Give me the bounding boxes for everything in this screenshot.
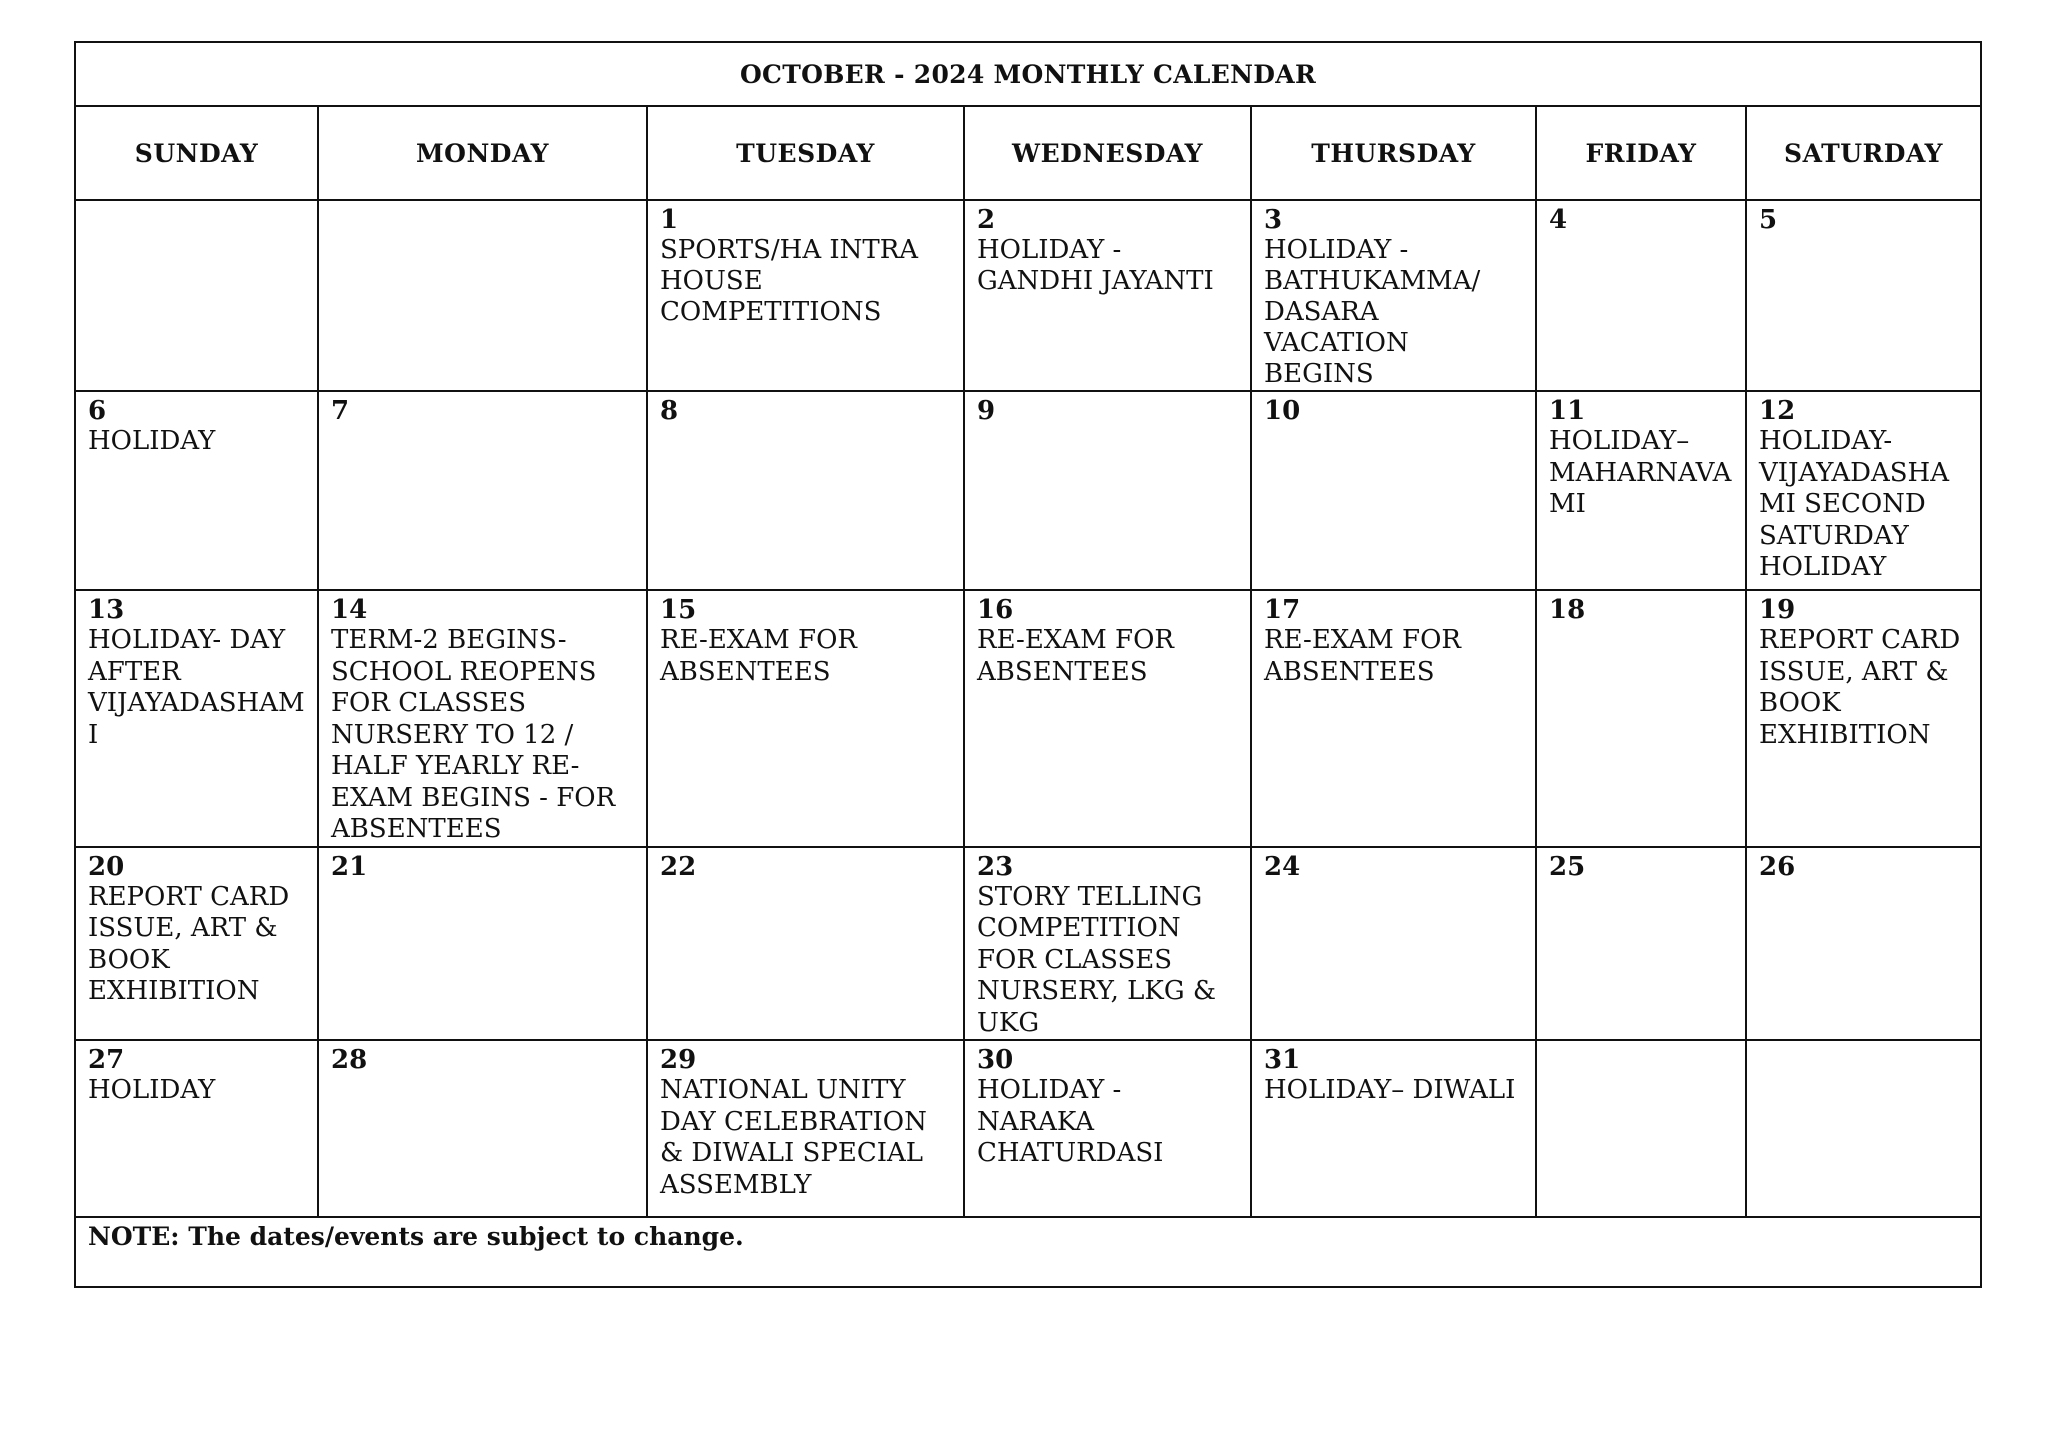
day-cell (75, 391, 318, 590)
day-cell (647, 391, 964, 590)
day-cell (1251, 1040, 1536, 1217)
day-number: 31 (1264, 1045, 1301, 1075)
weekday-header: THURSDAY (1251, 106, 1536, 200)
calendar-title: OCTOBER - 2024 MONTHLY CALENDAR (75, 42, 1981, 106)
day-cell (1536, 200, 1746, 391)
day-number: 9 (977, 396, 996, 426)
day-cell (964, 200, 1251, 391)
day-number: 13 (88, 595, 125, 625)
day-cell (75, 1040, 318, 1217)
day-cell (1251, 200, 1536, 391)
day-cell (1746, 847, 1981, 1041)
note-row (75, 1217, 1981, 1287)
weekday-header: SATURDAY (1746, 106, 1981, 200)
day-number: 18 (1549, 595, 1586, 625)
day-cell (1746, 391, 1981, 590)
day-event: REPORT CARD ISSUE, ART & BOOK EXHIBITION (88, 881, 290, 1006)
day-number: 6 (88, 396, 107, 426)
day-cell (1536, 391, 1746, 590)
day-event: HOLIDAY (88, 1075, 216, 1105)
day-cell (318, 590, 647, 847)
day-event: RE-EXAM FOR ABSENTEES (660, 625, 857, 687)
day-number: 21 (331, 851, 368, 882)
day-number: 2 (977, 205, 996, 235)
day-event: HOLIDAY- VIJAYADASHAMI SECOND SATURDAY HOLIDAY (1759, 426, 1949, 582)
week-row (75, 1040, 1981, 1217)
day-number: 10 (1264, 396, 1301, 426)
day-event: REPORT CARD ISSUE, ART & BOOK EXHIBITION (1759, 625, 1961, 750)
day-number: 16 (977, 595, 1014, 625)
day-cell (1536, 847, 1746, 1041)
day-event: HOLIDAY- DAY AFTER VIJAYADASHAMI (88, 625, 305, 750)
day-event: HOLIDAY (88, 426, 216, 456)
weekday-header: TUESDAY (647, 106, 964, 200)
day-cell (1746, 590, 1981, 847)
week-row (75, 847, 1981, 1041)
day-cell (1251, 391, 1536, 590)
day-event: SPORTS/HA INTRA HOUSE COMPETITIONS (660, 235, 919, 327)
day-cell (1251, 590, 1536, 847)
day-number: 25 (1549, 851, 1586, 882)
day-number: 19 (1759, 595, 1796, 625)
day-number: 17 (1264, 595, 1301, 625)
day-cell (964, 1040, 1251, 1217)
day-event: HOLIDAY - GANDHI JAYANTI (977, 235, 1214, 296)
day-event: HOLIDAY - BATHUKAMMA/ DASARA VACATION BEGINS (1264, 235, 1481, 389)
day-cell (75, 200, 318, 391)
weekday-header-row (75, 106, 1981, 200)
day-cell (75, 847, 318, 1041)
day-number: 24 (1264, 851, 1301, 882)
day-number: 29 (660, 1045, 697, 1075)
week-row (75, 200, 1981, 391)
day-number: 7 (331, 396, 350, 426)
day-cell (1746, 200, 1981, 391)
day-event: HOLIDAY - NARAKA CHATURDASI (977, 1075, 1164, 1168)
weekday-header: WEDNESDAY (964, 106, 1251, 200)
day-cell (964, 847, 1251, 1041)
day-number: 4 (1549, 205, 1568, 235)
day-event: RE-EXAM FOR ABSENTEES (1264, 625, 1461, 687)
day-number: 30 (977, 1045, 1014, 1075)
monthly-calendar-table (74, 41, 1982, 1288)
day-cell (1536, 590, 1746, 847)
day-event: HOLIDAY– DIWALI (1264, 1075, 1516, 1105)
day-number: 5 (1759, 205, 1778, 235)
day-cell (1251, 847, 1536, 1041)
week-row (75, 590, 1981, 847)
note-text: NOTE: The dates/events are subject to change. (75, 1217, 1981, 1287)
day-cell (647, 847, 964, 1041)
day-cell (964, 391, 1251, 590)
day-number: 20 (88, 851, 125, 882)
day-cell (1746, 1040, 1981, 1217)
day-event: NATIONAL UNITY DAY CELEBRATION & DIWALI SPECIAL ASSEMBLY (660, 1075, 927, 1200)
day-event: STORY TELLING COMPETITION FOR CLASSES NURSERY, LKG & UKG (977, 881, 1217, 1038)
day-number: 22 (660, 851, 697, 882)
day-cell (318, 391, 647, 590)
day-cell (964, 590, 1251, 847)
day-number: 11 (1549, 396, 1586, 426)
day-cell (1536, 1040, 1746, 1217)
day-number: 8 (660, 396, 679, 426)
day-number: 27 (88, 1045, 125, 1075)
title-row (75, 42, 1981, 106)
day-cell (318, 847, 647, 1041)
day-number: 23 (977, 851, 1014, 882)
day-number: 12 (1759, 396, 1796, 426)
day-number: 3 (1264, 205, 1283, 235)
week-row (75, 391, 1981, 590)
day-number: 28 (331, 1045, 368, 1075)
weekday-header: SUNDAY (75, 106, 318, 200)
day-number: 1 (660, 205, 679, 235)
weekday-header: FRIDAY (1536, 106, 1746, 200)
day-event: HOLIDAY– MAHARNAVAMI (1549, 426, 1732, 519)
day-cell (75, 590, 318, 847)
day-cell (647, 200, 964, 391)
day-number: 15 (660, 595, 697, 625)
day-event: TERM-2 BEGINS- SCHOOL REOPENS FOR CLASSES NURSERY TO 12 / HALF YEARLY RE-EXAM BEGINS - FOR ABSENTEES (331, 625, 616, 844)
day-cell (318, 200, 647, 391)
day-cell (647, 590, 964, 847)
day-event: RE-EXAM FOR ABSENTEES (977, 625, 1174, 687)
day-cell (318, 1040, 647, 1217)
weekday-header: MONDAY (318, 106, 647, 200)
day-number: 26 (1759, 851, 1796, 882)
day-number: 14 (331, 595, 368, 625)
day-cell (647, 1040, 964, 1217)
